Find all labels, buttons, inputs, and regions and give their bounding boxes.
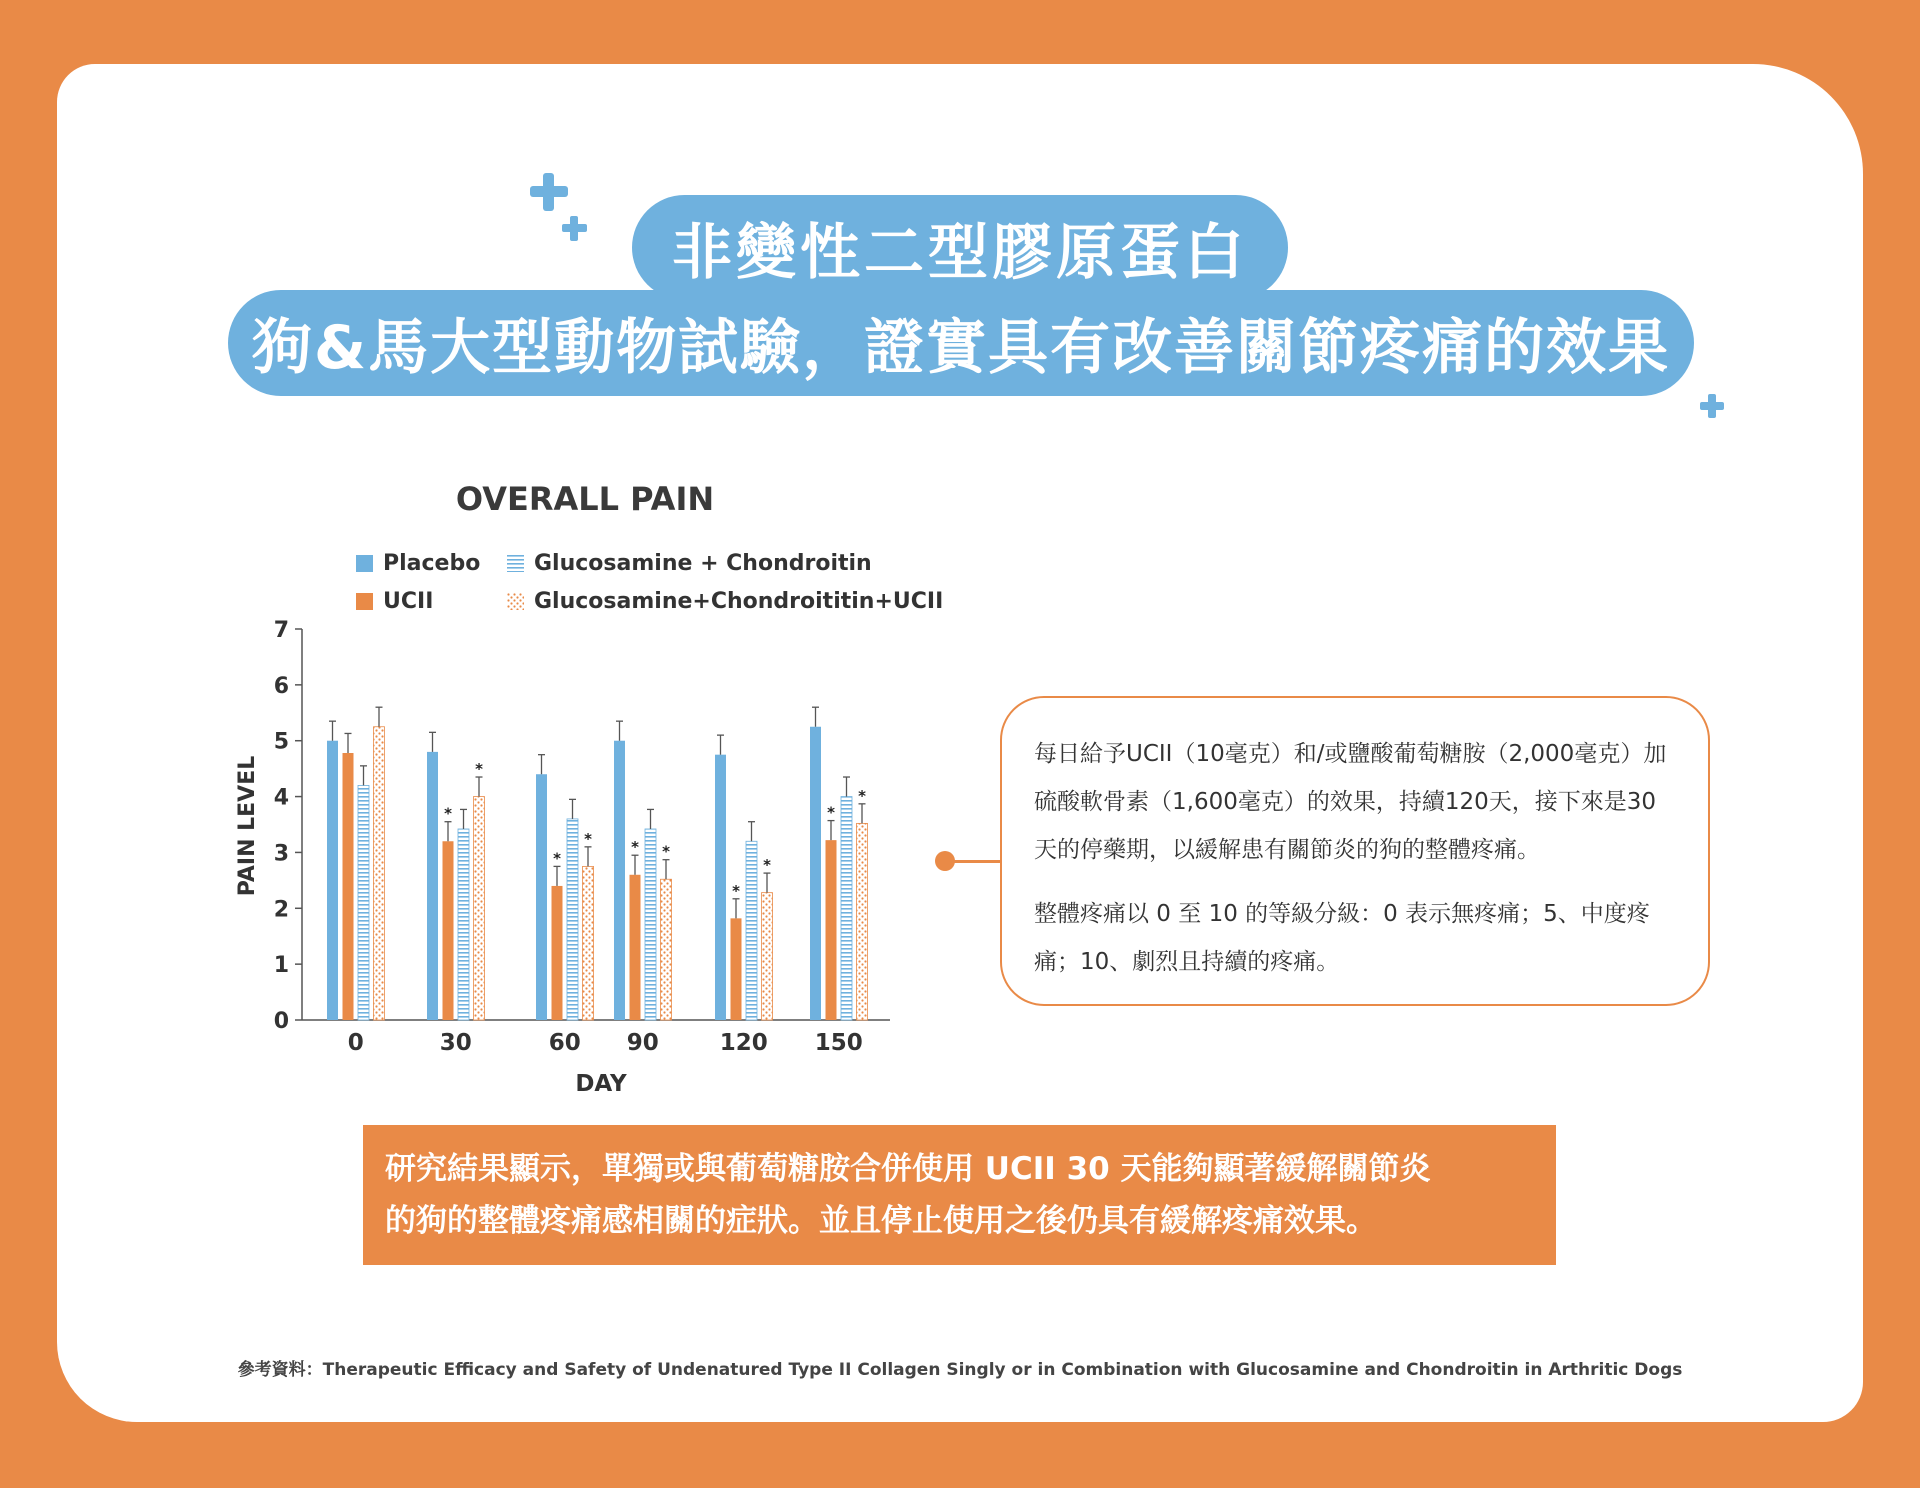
y-tick-label: 6 (273, 673, 289, 699)
significance-marker: * (553, 849, 561, 868)
info-paragraph-1: 每日給予UCII（10毫克）和/或鹽酸葡萄糖胺（2,000毫克）加硫酸軟骨素（1,600毫克）的效果，持續120天，接下來是30天的停藥期，以緩解患有關節炎的狗的整體疼痛。 (1034, 741, 1667, 863)
legend-label-placebo: Placebo (383, 551, 481, 576)
result-line-2: 的狗的整體疼痛感相關的症狀。並且停止使用之後仍具有緩解疼痛效果。 (385, 1203, 1377, 1239)
y-tick-label: 1 (273, 953, 289, 979)
bar-3-5 (857, 823, 868, 1020)
result-banner (363, 1125, 1556, 1265)
bar-0-5 (810, 727, 821, 1020)
y-tick-label: 3 (273, 841, 289, 867)
significance-marker: * (631, 838, 639, 857)
legend-label-ucii: UCII (383, 589, 434, 614)
bar-0-3 (614, 741, 625, 1020)
x-tick-label: 90 (626, 1030, 659, 1056)
bar-2-3 (645, 829, 656, 1020)
bar-1-3 (630, 875, 641, 1020)
bar-1-2 (552, 886, 563, 1020)
bar-0-2 (536, 774, 547, 1020)
y-tick-label: 2 (273, 897, 289, 923)
bar-2-1 (458, 829, 469, 1020)
bar-3-1 (474, 797, 485, 1020)
bar-0-0 (327, 741, 338, 1020)
bar-2-5 (841, 797, 852, 1020)
x-tick-label: 0 (347, 1030, 364, 1056)
y-tick-label: 4 (273, 785, 289, 811)
x-tick-label: 30 (439, 1030, 472, 1056)
bar-3-3 (661, 879, 672, 1020)
x-axis-label: DAY (575, 1071, 627, 1097)
significance-marker: * (584, 829, 592, 848)
title-line-2: 狗&馬大型動物試驗，證實具有改善關節疼痛的效果 (228, 290, 1694, 396)
title-line-1: 非變性二型膠原蛋白 (632, 195, 1288, 300)
x-tick-label: 60 (548, 1030, 581, 1056)
significance-marker: * (475, 760, 483, 779)
result-line-1: 研究結果顯示，單獨或與葡萄糖胺合併使用 UCII 30 天能夠顯著緩解關節炎 (385, 1151, 1431, 1187)
bar-2-0 (358, 785, 369, 1020)
bar-0-1 (427, 752, 438, 1020)
significance-marker: * (732, 881, 740, 900)
bar-3-2 (583, 866, 594, 1020)
reference-note: 參考資料：Therapeutic Efficacy and Safety of Undenatured Type II Collagen Singly or in Combination with Glucosamine and Chondroitin in Arthritic Dogs (237, 1360, 1683, 1380)
chart-title: OVERALL PAIN (455, 480, 715, 518)
significance-marker: * (827, 803, 835, 822)
y-tick-label: 0 (273, 1009, 289, 1034)
x-tick-label: 120 (719, 1030, 768, 1056)
y-tick-label: 5 (273, 729, 289, 755)
info-paragraph-2: 整體疼痛以 0 至 10 的等級分級：0 表示無疼痛；5、中度疼痛；10、劇烈且持續的疼痛。 (1034, 901, 1650, 975)
bar-2-4 (746, 841, 757, 1020)
bar-1-1 (443, 841, 454, 1020)
significance-marker: * (858, 786, 866, 805)
y-tick-label: 7 (273, 618, 289, 643)
connector-line (950, 860, 1002, 863)
bar-1-5 (826, 840, 837, 1020)
significance-marker: * (763, 856, 771, 875)
legend-label-gcu: Glucosamine+Chondroititin+UCII (534, 589, 944, 614)
bar-1-0 (343, 753, 354, 1020)
legend-label-gc: Glucosamine + Chondroitin (534, 551, 872, 576)
y-axis-label: PAIN LEVEL (235, 755, 260, 897)
x-tick-label: 150 (814, 1030, 863, 1056)
significance-marker: * (662, 842, 670, 861)
bar-0-4 (715, 755, 726, 1020)
significance-marker: * (444, 804, 452, 823)
bar-2-2 (567, 819, 578, 1020)
study-info-box (1000, 696, 1710, 1006)
bar-1-4 (731, 918, 742, 1020)
bar-3-4 (762, 893, 773, 1020)
bar-3-0 (374, 727, 385, 1020)
